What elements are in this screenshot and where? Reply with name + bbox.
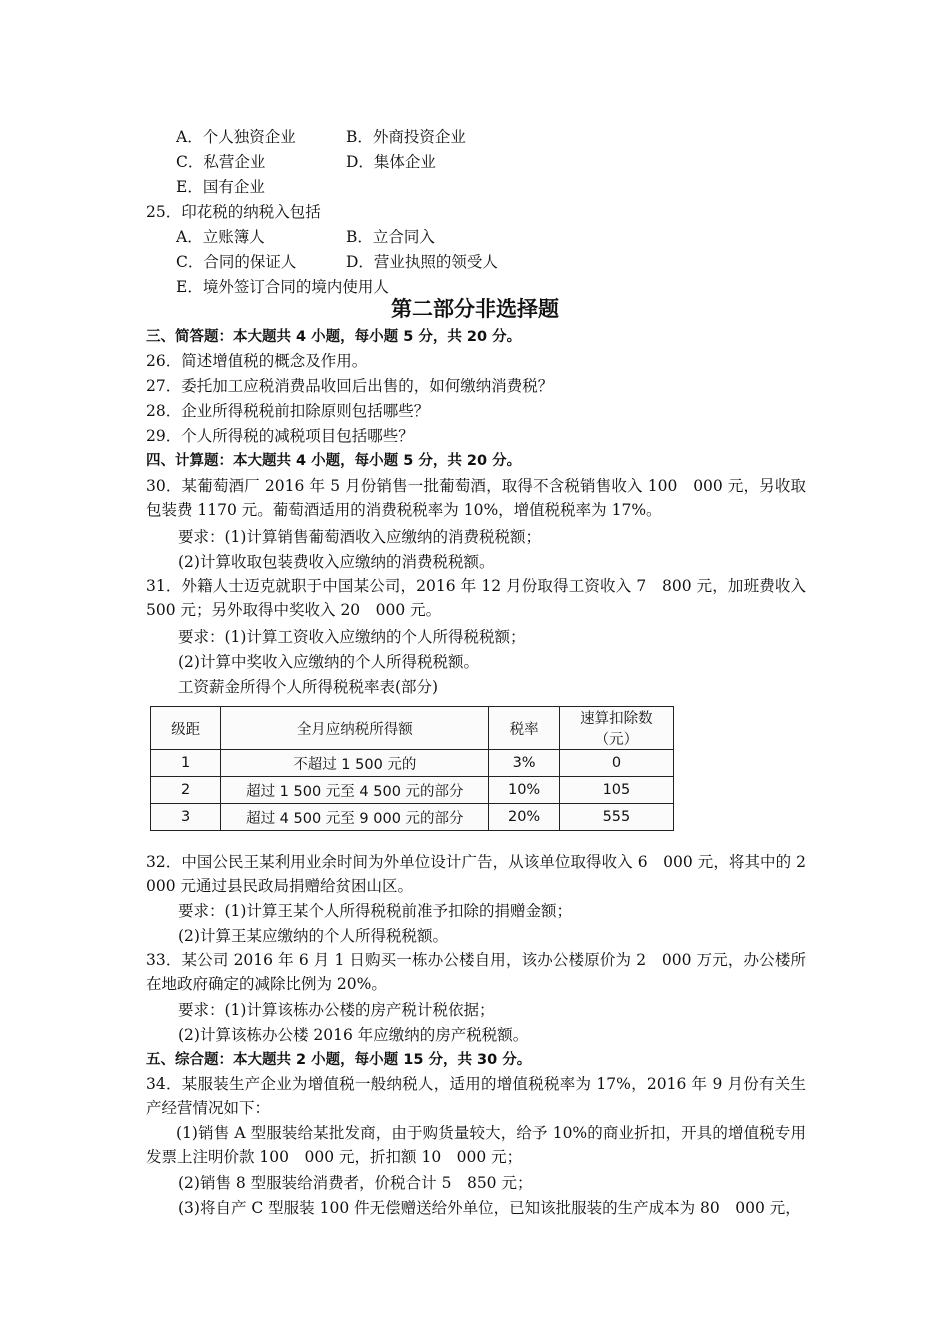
cell-level: 3 xyxy=(151,804,221,831)
cell-level: 1 xyxy=(151,750,221,777)
q34-item-1: (1)销售 A 型服装给某批发商，由于购货量较大，给予 10%的商业折扣，开具的增值税专用发票上注明价款 100 000 元，折扣额 10 000 元； xyxy=(146,1124,806,1166)
q34-item-3: (3)将自产 C 型服装 100 件无偿赠送给外单位，已知该批服装的生产成本为 80 000 元， xyxy=(178,1199,801,1217)
q24-option-b: B．外商投资企业 xyxy=(346,128,466,146)
header-quick-deduction-line2: （元） xyxy=(594,732,639,748)
q30-requirement-1: 要求：(1)计算销售葡萄酒收入应缴纳的消费税税额； xyxy=(178,528,541,546)
q31-requirement-2: (2)计算中奖收入应缴纳的个人所得税税额。 xyxy=(178,653,479,671)
q24-option-e: E．国有企业 xyxy=(176,178,265,196)
cell-deduction: 555 xyxy=(559,804,673,831)
q31-requirement-1: 要求：(1)计算工资收入应缴纳的个人所得税税额； xyxy=(178,628,526,646)
header-quick-deduction-line1: 速算扣除数 xyxy=(580,711,653,727)
cell-income: 超过 4 500 元至 9 000 元的部分 xyxy=(221,804,489,831)
q25-option-e: E．境外签订合同的境内使用人 xyxy=(176,278,389,296)
q34-item-2: (2)销售 8 型服装给消费者，价税合计 5 850 元； xyxy=(178,1174,533,1192)
section3-heading: 三、简答题：本大题共 4 小题，每小题 5 分，共 20 分。 xyxy=(146,329,522,345)
question-27: 27．委托加工应税消费品收回后出售的，如何缴纳消费税？ xyxy=(146,377,554,395)
q25-option-c: C．合同的保证人 xyxy=(176,253,297,271)
cell-deduction: 0 xyxy=(559,750,673,777)
q32-requirement-2: (2)计算王某应缴纳的个人所得税税额。 xyxy=(178,927,448,945)
question-32: 32．中国公民王某利用业余时间为外单位设计广告，从该单位取得收入 6 000 元，将其中的 2 000 元通过县民政局捐赠给贫困山区。 xyxy=(146,853,822,895)
cell-rate: 3% xyxy=(489,750,560,777)
cell-income: 不超过 1 500 元的 xyxy=(221,750,489,777)
table-row xyxy=(151,750,674,777)
cell-level: 2 xyxy=(151,777,221,804)
cell-rate: 10% xyxy=(489,777,560,804)
q32-requirement-1: 要求：(1)计算王某个人所得税税前准予扣除的捐赠金额； xyxy=(178,902,572,920)
question-33: 33．某公司 2016 年 6 月 1 日购买一栋办公楼自用，该办公楼原价为 2 000 万元，办公楼所在地政府确定的减除比例为 20%。 xyxy=(146,951,806,993)
q25-option-b: B．立合同入 xyxy=(346,228,435,246)
q25-option-d: D．营业执照的领受人 xyxy=(346,253,498,271)
q25-option-a: A．立账簿人 xyxy=(176,228,265,246)
question-29: 29．个人所得税的减税项目包括哪些？ xyxy=(146,427,414,445)
header-quick-deduction xyxy=(559,707,673,750)
table-header-row xyxy=(151,707,674,750)
question-26: 26．简述增值税的概念及作用。 xyxy=(146,352,368,370)
cell-rate: 20% xyxy=(489,804,560,831)
question-31: 31．外籍人士迈克就职于中国某公司，2016 年 12 月份取得工资收入 7 800 元，加班费收入 500 元；另外取得中奖收入 20 000 元。 xyxy=(146,577,806,619)
section4-heading: 四、计算题：本大题共 4 小题，每小题 5 分，共 20 分。 xyxy=(146,453,522,469)
header-taxable-income: 全月应纳税所得额 xyxy=(221,707,489,750)
table-row xyxy=(151,777,674,804)
q33-requirement-2: (2)计算该栋办公楼 2016 年应缴纳的房产税税额。 xyxy=(178,1026,529,1044)
part2-title: 第二部分非选择题 xyxy=(391,297,559,321)
table-row xyxy=(151,804,674,831)
header-rate: 税率 xyxy=(489,707,560,750)
question-34: 34．某服装生产企业为增值税一般纳税人，适用的增值税税率为 17%，2016 年 9 月份有关生产经营情况如下： xyxy=(146,1075,806,1117)
q25-stem: 25．印花税的纳税入包括 xyxy=(146,203,321,221)
section5-heading: 五、综合题：本大题共 2 小题，每小题 15 分，共 30 分。 xyxy=(146,1052,532,1068)
tax-rate-table xyxy=(150,706,674,831)
question-28: 28．企业所得税税前扣除原则包括哪些？ xyxy=(146,402,430,420)
q30-requirement-2: (2)计算收取包装费收入应缴纳的消费税税额。 xyxy=(178,553,495,571)
header-level: 级距 xyxy=(151,707,221,750)
table-caption: 工资薪金所得个人所得税税率表(部分) xyxy=(178,678,439,696)
q24-option-a: A．个人独资企业 xyxy=(176,128,296,146)
cell-deduction: 105 xyxy=(559,777,673,804)
q24-option-c: C．私营企业 xyxy=(176,153,266,171)
q24-option-d: D．集体企业 xyxy=(346,153,436,171)
question-30: 30．某葡萄酒厂 2016 年 5 月份销售一批葡萄酒，取得不含税销售收入 100 000 元，另收取包装费 1170 元。葡萄酒适用的消费税税率为 10%，增值税税率为 17%。 xyxy=(146,477,806,519)
q33-requirement-1: 要求：(1)计算该栋办公楼的房产税计税依据； xyxy=(178,1001,495,1019)
cell-income: 超过 1 500 元至 4 500 元的部分 xyxy=(221,777,489,804)
